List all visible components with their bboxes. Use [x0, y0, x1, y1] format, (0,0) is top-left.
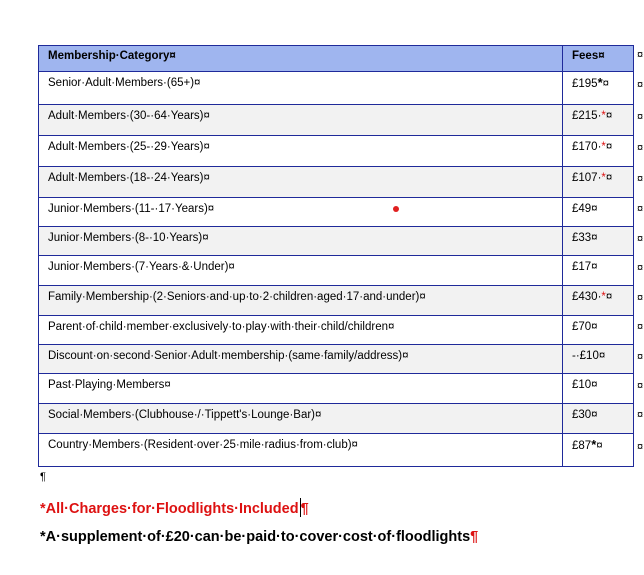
membership-category-cell[interactable]: Past·Playing·Members¤	[39, 374, 563, 404]
cell-end-mark: ¤	[605, 141, 613, 153]
membership-category-cell[interactable]: Parent·of·child·member·exclusively·to·play·with·their·child/children¤	[39, 316, 563, 345]
fee-value: £170·	[572, 141, 602, 153]
fee-cell[interactable]	[563, 374, 634, 404]
cell-end-mark: ¤	[602, 78, 610, 90]
table-row	[39, 345, 634, 374]
row-end-mark: ¤	[637, 262, 644, 274]
note-floodlights-included-text: *All·Charges·for·Floodlights·Included	[40, 501, 299, 517]
table-row	[39, 434, 634, 467]
row-end-mark: ¤	[637, 380, 644, 392]
table-row	[39, 374, 634, 404]
table-row	[39, 198, 634, 227]
table-row	[39, 167, 634, 198]
row-end-mark: ¤	[637, 351, 644, 363]
cell-end-mark: ¤	[596, 440, 603, 452]
row-end-mark: ¤	[637, 49, 644, 61]
row-end-mark: ¤	[637, 321, 644, 333]
pilcrow-mark: ¶	[300, 501, 309, 517]
membership-category-cell[interactable]: Senior·Adult·Members·(65+)¤	[39, 72, 563, 105]
fee-value: £17¤	[572, 261, 598, 273]
table-row	[39, 136, 634, 167]
table-row	[39, 256, 634, 286]
fee-cell[interactable]	[563, 256, 634, 286]
table-row	[39, 105, 634, 136]
row-end-mark: ¤	[637, 203, 644, 215]
asterisk-mark: *	[601, 110, 606, 122]
membership-category-cell[interactable]: Junior·Members·(7·Years·&·Under)¤	[39, 256, 563, 286]
note-floodlights-supplement[interactable]	[40, 529, 478, 545]
fee-cell[interactable]	[563, 105, 634, 136]
red-dot-marker	[393, 206, 399, 212]
row-end-mark: ¤	[637, 79, 644, 91]
asterisk-mark: *	[601, 141, 606, 153]
header-fees[interactable]: Fees¤	[563, 46, 634, 72]
fee-value: £195	[572, 78, 598, 90]
fee-cell[interactable]	[563, 198, 634, 227]
fee-value: £33¤	[572, 232, 598, 244]
fee-value: £70¤	[572, 321, 598, 333]
cell-end-mark: ¤	[605, 291, 613, 303]
membership-fees-table	[38, 45, 634, 467]
note-floodlights-included[interactable]	[40, 498, 309, 517]
membership-category-cell[interactable]: Adult·Members·(30-·64·Years)¤	[39, 105, 563, 136]
pilcrow-mark: ¶	[470, 529, 479, 545]
header-membership-category[interactable]: Membership·Category¤	[39, 46, 563, 72]
asterisk-mark: *	[601, 172, 606, 184]
fee-value: £49¤	[572, 203, 598, 215]
table-header-row	[39, 46, 634, 72]
row-end-mark: ¤	[637, 409, 644, 421]
fee-value: £30¤	[572, 409, 598, 421]
membership-category-cell[interactable]: Discount·on·second·Senior·Adult·membership·(same·family/address)¤	[39, 345, 563, 374]
cell-end-mark: ¤	[605, 110, 613, 122]
membership-category-cell[interactable]: Adult·Members·(18-·24·Years)¤	[39, 167, 563, 198]
table-row	[39, 72, 634, 105]
table-row	[39, 404, 634, 434]
membership-category-cell[interactable]: Country·Members·(Resident·over·25·mile·radius·from·club)¤	[39, 434, 563, 467]
fee-cell[interactable]	[563, 136, 634, 167]
table-row	[39, 316, 634, 345]
row-end-mark: ¤	[637, 233, 644, 245]
table-row	[39, 227, 634, 256]
fee-value: -·£10¤	[572, 350, 606, 362]
fee-value: £215·	[572, 110, 602, 122]
fee-value: £430·	[572, 291, 602, 303]
fee-cell[interactable]	[563, 345, 634, 374]
fee-cell[interactable]	[563, 227, 634, 256]
membership-category-cell[interactable]: Family·Membership·(2·Seniors·and·up·to·2·children·aged·17·and·under)¤	[39, 286, 563, 316]
asterisk-mark: *	[591, 437, 597, 452]
fee-value: £107·	[572, 172, 602, 184]
cell-end-mark: ¤	[605, 172, 613, 184]
row-end-mark: ¤	[637, 111, 644, 123]
fee-value: £87	[572, 440, 592, 452]
fee-cell[interactable]	[563, 316, 634, 345]
fee-cell[interactable]	[563, 286, 634, 316]
row-end-mark: ¤	[637, 292, 644, 304]
fee-cell[interactable]	[563, 167, 634, 198]
note-floodlights-supplement-text: *A·supplement·of·£20·can·be·paid·to·cover·cost·of·floodlights	[40, 529, 471, 545]
row-end-mark: ¤	[637, 441, 644, 453]
fee-value: £10¤	[572, 379, 598, 391]
row-end-mark: ¤	[637, 142, 644, 154]
fee-cell[interactable]	[563, 72, 634, 105]
membership-category-cell[interactable]: Adult·Members·(25-·29·Years)¤	[39, 136, 563, 167]
paragraph-mark: ¶	[40, 471, 46, 483]
membership-category-cell[interactable]: Social·Members·(Clubhouse·/·Tippett's·Lounge·Bar)¤	[39, 404, 563, 434]
asterisk-mark: *	[601, 291, 606, 303]
membership-category-cell[interactable]: Junior·Members·(8-·10·Years)¤	[39, 227, 563, 256]
fee-cell[interactable]	[563, 434, 634, 467]
table-row	[39, 286, 634, 316]
membership-category-cell[interactable]: Junior·Members·(11-·17·Years)¤	[39, 198, 563, 227]
row-end-mark: ¤	[637, 173, 644, 185]
fee-cell[interactable]	[563, 404, 634, 434]
asterisk-mark: *	[597, 75, 603, 90]
